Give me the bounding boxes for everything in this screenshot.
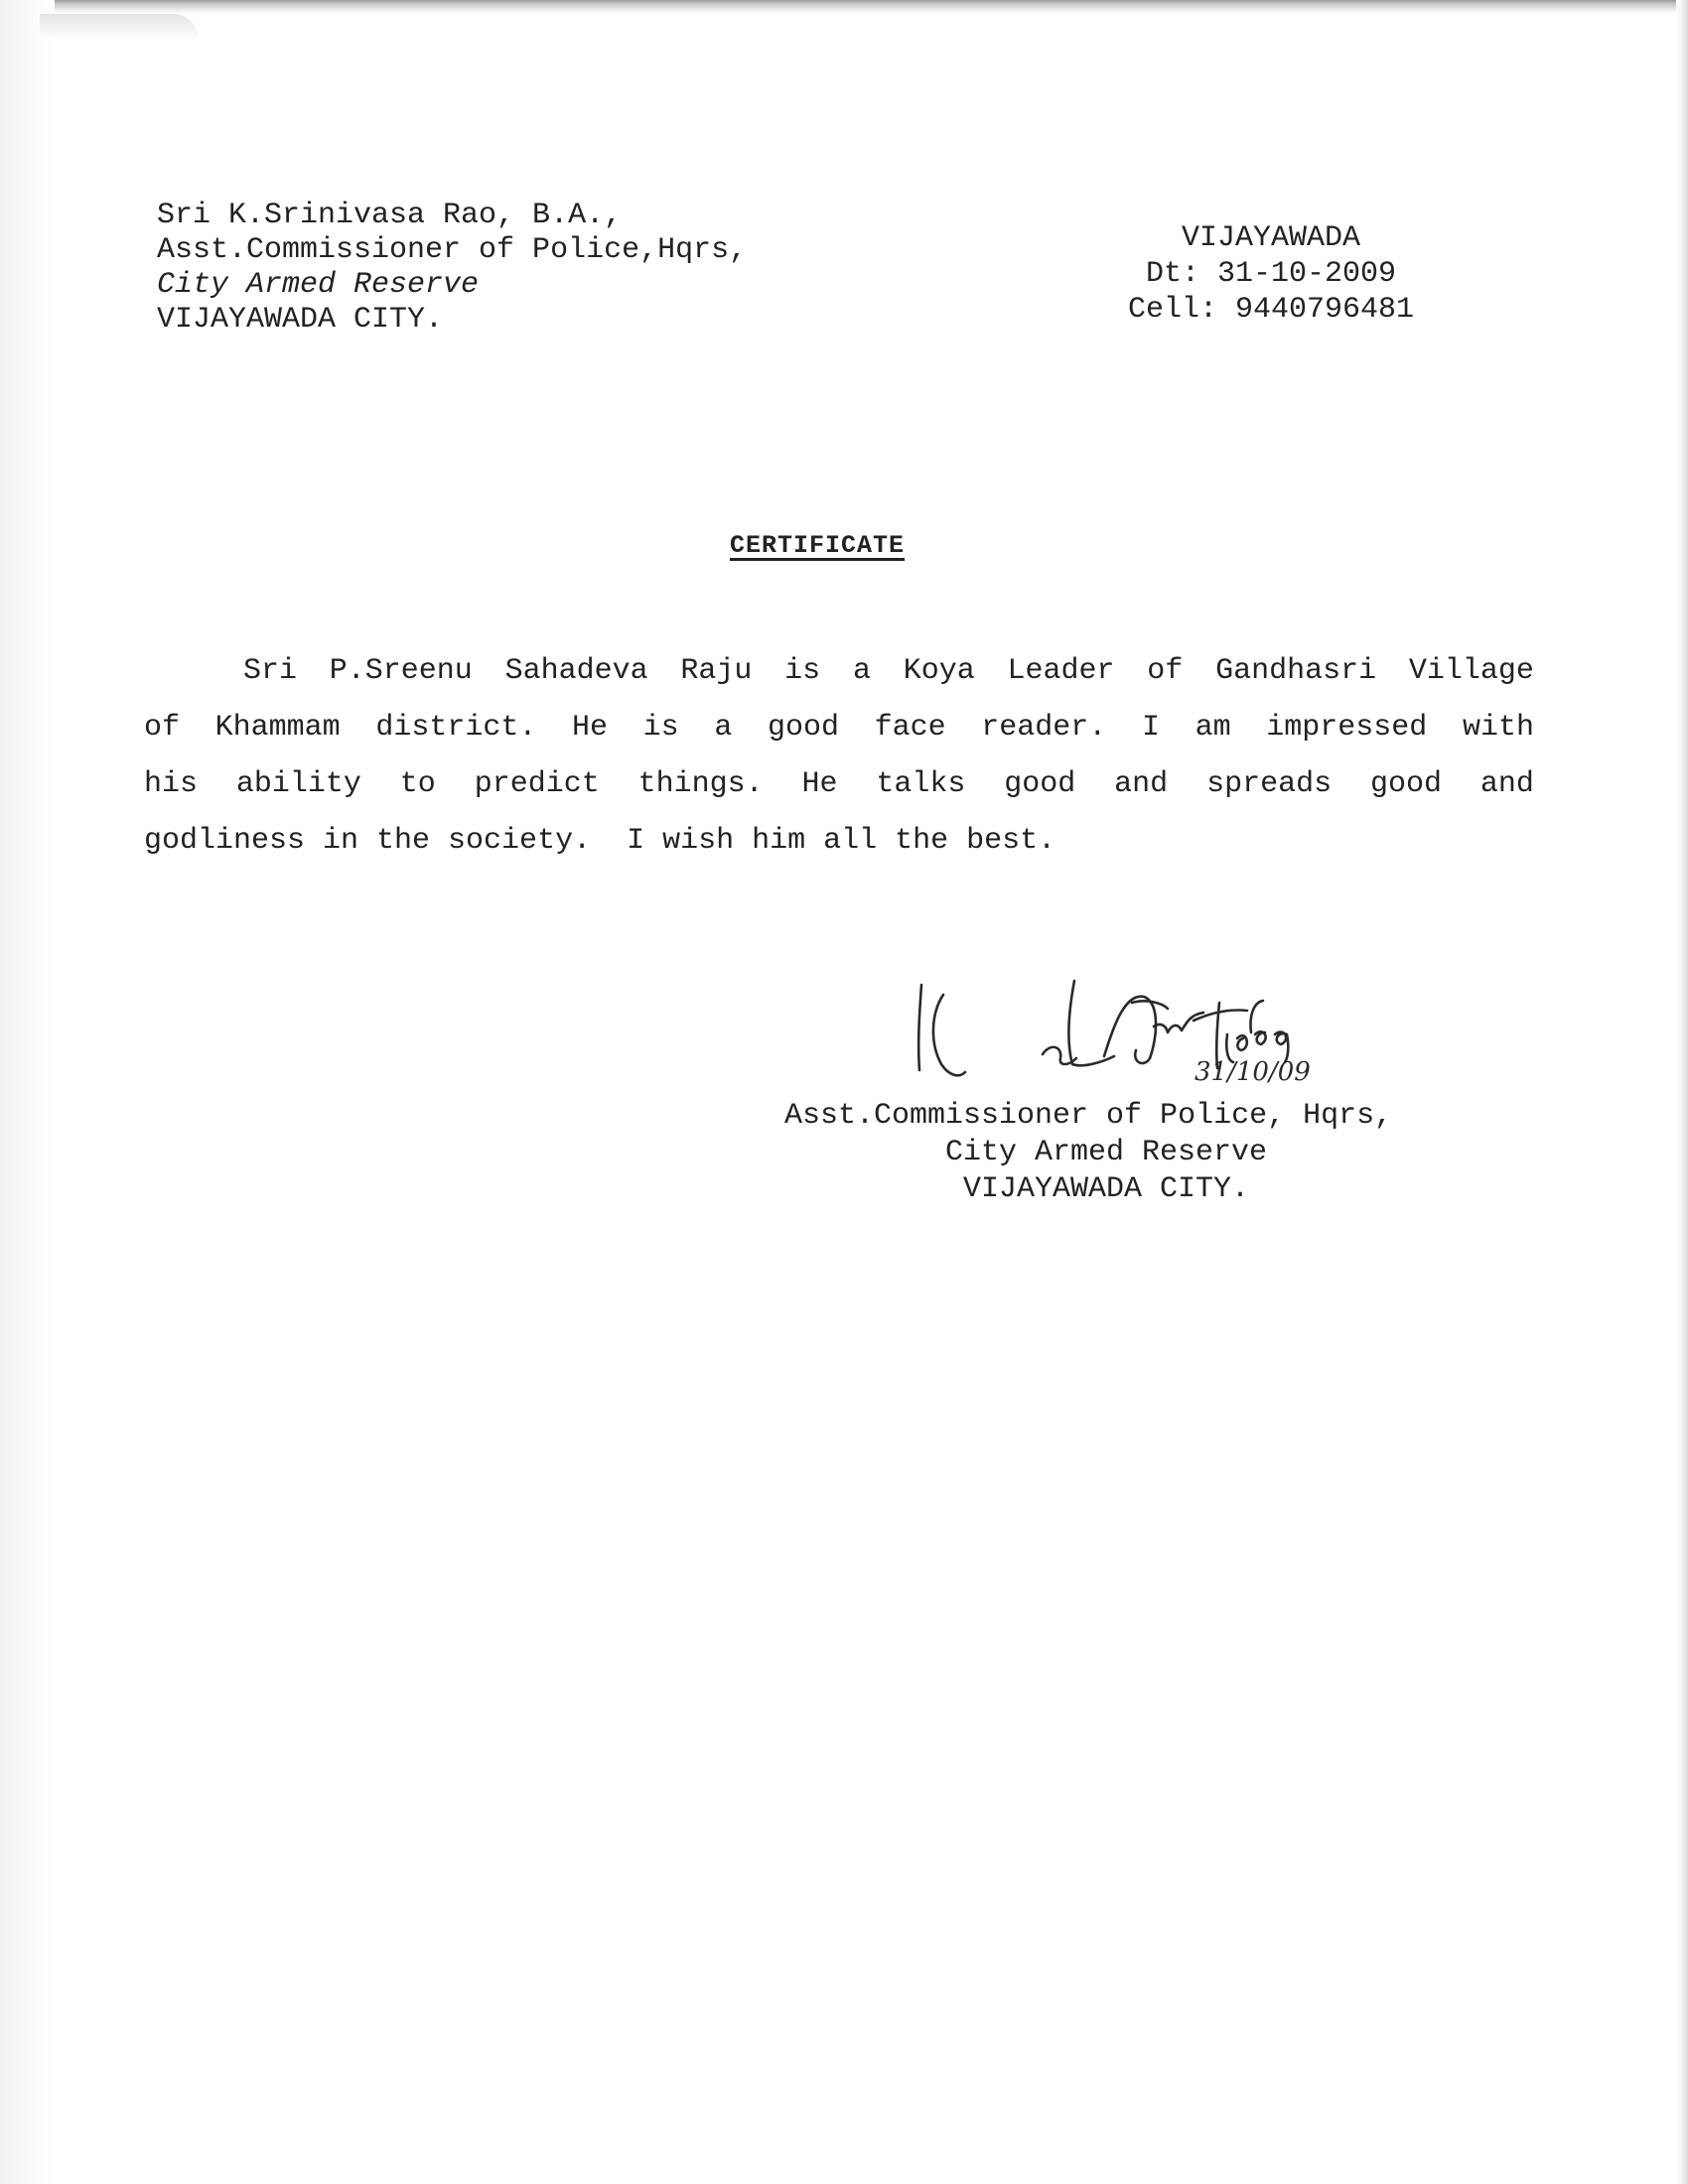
body-line-4: godliness in the society. I wish him all the best.: [144, 824, 1056, 858]
body-word: Koya: [903, 654, 975, 688]
signature-image: [894, 973, 1370, 1087]
scan-edge-left: [0, 0, 55, 2184]
body-word: P.Sreenu: [329, 654, 473, 688]
body-word: Raju: [680, 654, 753, 688]
body-word: is: [642, 711, 679, 745]
body-word: Village: [1408, 654, 1534, 688]
body-word: spreads: [1206, 767, 1333, 801]
date-block: [1102, 220, 1440, 328]
body-word: am: [1195, 711, 1231, 745]
body-line-2: [144, 700, 1534, 756]
body-word: Leader: [1007, 654, 1115, 688]
signature-date: 31/10/09: [1195, 1057, 1311, 1087]
place: VIJAYAWADA: [1181, 221, 1361, 255]
body-word: ability: [235, 767, 361, 801]
body-word: and: [1114, 767, 1169, 801]
body-word: impressed: [1266, 711, 1428, 745]
body-word: things.: [637, 767, 764, 801]
body-word: good: [767, 711, 839, 745]
signatory-designation: Asst.Commissioner of Police, Hqrs,: [784, 1099, 1393, 1133]
body-word: good: [1369, 767, 1442, 801]
body-word: of: [144, 711, 181, 745]
scan-edge-top: [0, 0, 1688, 14]
body-word: a: [714, 711, 733, 745]
sender-city: VIJAYAWADA CITY.: [157, 303, 444, 337]
sender-unit: City Armed Reserve: [157, 268, 480, 302]
body-line-3: [144, 756, 1534, 813]
body-word: Sahadeva: [504, 654, 648, 688]
body-word: reader.: [981, 711, 1107, 745]
cell-number: Cell: 9440796481: [1127, 293, 1415, 327]
signatory-unit: City Armed Reserve: [945, 1136, 1268, 1169]
body-word: He: [801, 767, 838, 801]
signatory-city: VIJAYAWADA CITY.: [963, 1172, 1250, 1206]
body-word: is: [784, 654, 821, 688]
body-word: Gandhasri: [1215, 654, 1377, 688]
body-word: I: [1141, 711, 1160, 745]
sender-designation: Asst.Commissioner of Police,Hqrs,: [157, 233, 748, 267]
body-word: and: [1479, 767, 1534, 801]
sender-address: [157, 199, 747, 338]
body-line-1: [144, 643, 1534, 700]
body-word: his: [144, 767, 199, 801]
body-word: Khammam: [214, 711, 341, 745]
body-word: good: [1004, 767, 1076, 801]
body-word: face: [874, 711, 946, 745]
paper-corner-fold: [40, 14, 199, 40]
body-word: predict: [474, 767, 600, 801]
body-word: Sri: [243, 654, 298, 688]
body-word: district.: [375, 711, 537, 745]
certificate-body: [144, 643, 1534, 870]
body-word: of: [1147, 654, 1184, 688]
sender-name: Sri K.Srinivasa Rao, B.A.,: [157, 199, 623, 232]
date: Dt: 31-10-2009: [1145, 257, 1397, 291]
body-word: a: [852, 654, 871, 688]
body-word: He: [572, 711, 609, 745]
body-word: with: [1462, 711, 1534, 745]
body-word: talks: [876, 767, 966, 801]
signatory-block: [784, 1098, 1479, 1208]
body-word: to: [399, 767, 436, 801]
scan-edge-right: [1676, 0, 1688, 2184]
certificate-title: CERTIFICATE: [730, 531, 906, 560]
